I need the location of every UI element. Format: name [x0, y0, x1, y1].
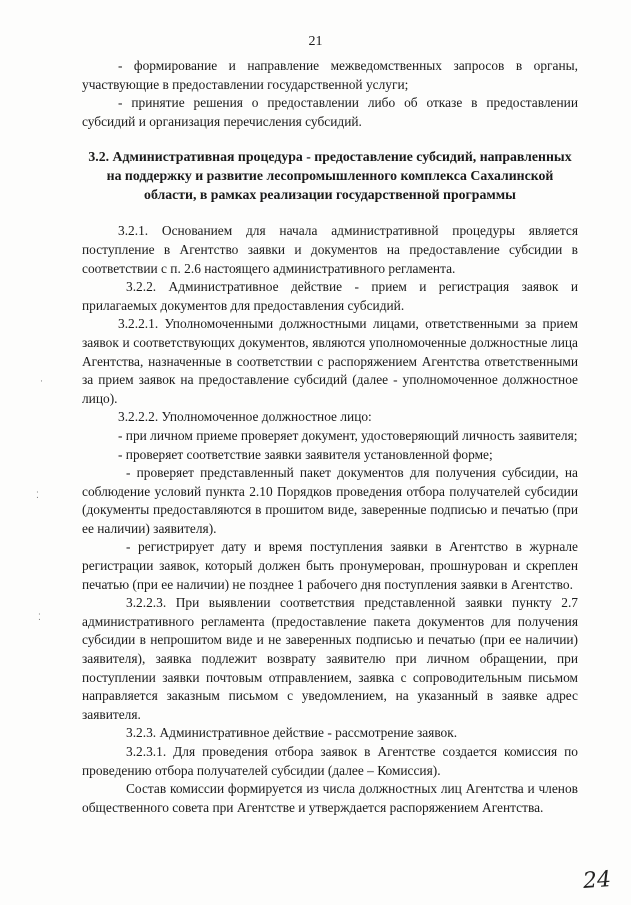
paragraph-3-2-2: 3.2.2. Административное действие - прием и регистрация заявок и прилагаемых документов для предоставления субсидий.: [82, 279, 578, 313]
list-item-package-check: - проверяет представленный пакет документов для получения субсидии, на соблюдение условий пункта 2.10 Порядков проведения отбора получателей субсидии (документы предоставляются в прошитом виде, заверенные подписью и печатью (при ее наличии) заявителя).: [82, 465, 578, 536]
document-page: 21 · ⁚ ⁚ - формирование и направление межведомственных запросов в органы, участвующие в предоставлении государственной услуги; - принятие решения о предоставлении либо об отказе в предоставлении субсидий и организация перечисления субсидий. 3.2. Административная процедура - предоставление субсидий, направленных на поддержку и развитие лесопромышленного комплекса Сахалинской области, в рамках реализации государственной программы 3.2.1. Основанием для начала административной процедуры является поступление в Агентство заявки и документов на предоставление субсидии в соответствии с п. 2.6 настоящего административного регламента. 3.2.2. Административное действие - прием и регистрация заявок и прилагаемых документов для предоставления субсидий. 3.2.2.1. Уполномоченными должностными лицами, ответственными за прием заявок и соответствующих документов, являются уполномоченные должностные лица Агентства, назначенные в соответствии с распоряжением Агентства ответственными за прием заявок на предоставление субсидий (далее - уполномоченное должностное лицо). 3.2.2.2. Уполномоченное должностное лицо: - при личном приеме проверяет документ, удостоверяющий личность заявителя; - проверяет соответствие заявки заявителя установленной форме; - проверяет представленный пакет документов для получения субсидии, на соблюдение условий пункта 2.10 Порядков проведения отбора получателей субсидии (документы предоставляются в прошитом виде, заверенные подписью и печатью (при ее наличии) заявителя). - регистрирует дату и время поступления заявки в Агентство в журнале регистрации заявок, который должен быть пронумерован, прошнурован и скреплен печатью (при ее наличии) не позднее 1 рабочего дня поступления заявки в Агентство. 3.2.2.3. При выявлении соответствия представленной заявки пункту 2.7 административного регламента (предоставление пакета документов для получения субсидии в непрошитом виде и не заверенных подписью и печатью (при ее наличии) заявителя), заявка подлежит возврату заявителю при личном обращении, при поступлении заявки почтовым отправлением, заявка с сопроводительным письмом направляется заказным письмом с уведомлением, на указанный в заявке адрес заявителя. 3.2.3. Административное действие - рассмотрение заявок. 3.2.3.1. Для проведения отбора заявок в Агентстве создается комиссия по проведению отбора получателей субсидии (далее – Комиссия). Состав комиссии формируется из числа должностных лиц Агентства и членов общественного совета при Агентстве и утверждается распоряжением Агентства. 24: [0, 0, 631, 905]
page-number: 21: [308, 34, 323, 49]
intro-paragraph-1: - формирование и направление межведомственных запросов в органы, участвующие в предоставлении государственной услуги;: [82, 58, 578, 92]
paragraph-3-2-2-2: 3.2.2.2. Уполномоченное должностное лицо:: [118, 409, 372, 425]
list-item-registration: - регистрирует дату и время поступления заявки в Агентство в журнале регистрации заявок, который должен быть пронумерован, прошнурован и скреплен печатью (при ее наличии) не позднее 1 рабочего дня поступления заявки в Агентство.: [82, 539, 578, 592]
paragraph-3-2-1: 3.2.1. Основанием для начала административной процедуры является поступление в Агентство заявки и документов на предоставление субсидии в соответствии с п. 2.6 настоящего административного регламента.: [82, 223, 578, 276]
intro-paragraph-2: - принятие решения о предоставлении либо об отказе в предоставлении субсидий и организация перечисления субсидий.: [82, 95, 578, 129]
paragraph-3-2-2-1: 3.2.2.1. Уполномоченными должностными лицами, ответственными за прием заявок и соответствующих документов, являются уполномоченные должностные лица Агентства, назначенные в соответствии с распоряжением Агентства ответственными за прием заявок на предоставление субсидий (далее - уполномоченное должностное лицо).: [82, 316, 578, 406]
handwritten-page-mark: 24: [582, 867, 612, 894]
document-body: [82, 57, 578, 817]
paragraph-3-2-2-3: 3.2.2.3. При выявлении соответствия представленной заявки пункту 2.7 административного регламента (предоставление пакета документов для получения субсидии в непрошитом виде и не заверенных подписью и печатью (при ее наличии) заявителя), заявка подлежит возврату заявителю при личном обращении, при поступлении заявки почтовым отправлением, заявка с сопроводительным письмом направляется заказным письмом с уведомлением, на указанный в заявке адрес заявителя.: [82, 595, 578, 722]
list-item-form-check: - проверяет соответствие заявки заявителя установленной форме;: [118, 446, 493, 462]
list-item-identity-check: - при личном приеме проверяет документ, удостоверяющий личность заявителя;: [118, 427, 578, 443]
paragraph-commission-composition: Состав комиссии формируется из числа должностных лиц Агентства и членов общественного совета при Агентстве и утверждается распоряжением Агентства.: [82, 781, 578, 815]
section-heading: 3.2. Административная процедура - предоставление субсидий, направленных на поддержку и развитие лесопромышленного комплекса Сахалинской области, в рамках реализации государственной программы: [88, 149, 572, 203]
paragraph-3-2-3-1: 3.2.3.1. Для проведения отбора заявок в Агентстве создается комиссия по проведению отбора получателей субсидии (далее – Комиссия).: [82, 744, 578, 778]
paragraph-3-2-3: 3.2.3. Административное действие - рассмотрение заявок.: [126, 725, 458, 741]
